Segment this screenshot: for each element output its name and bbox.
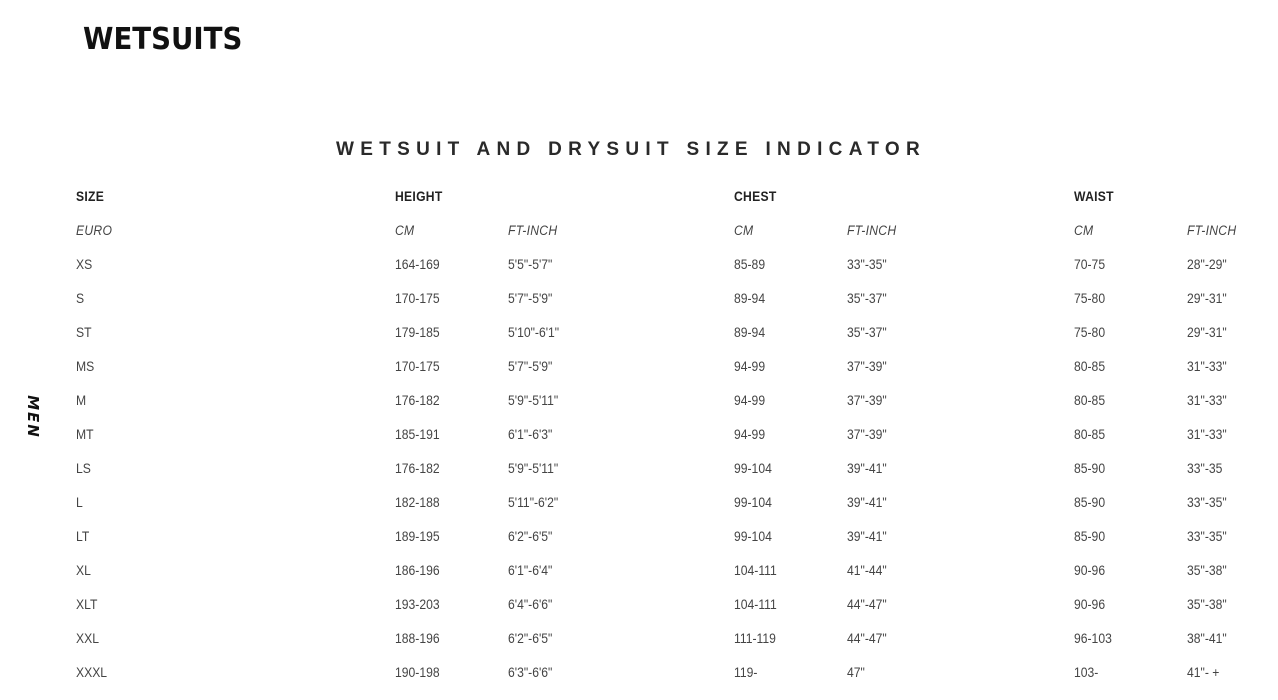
cell-size: M bbox=[76, 393, 87, 408]
cell-chest-cm: 99-104 bbox=[734, 529, 772, 544]
table-row bbox=[48, 486, 1265, 520]
table-row bbox=[48, 622, 1265, 656]
table-row bbox=[48, 282, 1265, 316]
cell-chest-cm: 89-94 bbox=[734, 291, 766, 306]
table-row bbox=[48, 588, 1265, 622]
table-row bbox=[48, 520, 1265, 554]
cell-chest-ft: 33"-35" bbox=[847, 257, 887, 272]
cell-height-ft: 5'9"-5'11" bbox=[508, 461, 559, 476]
cell-size: MS bbox=[76, 359, 95, 374]
cell-waist-ft: 31"-33" bbox=[1187, 427, 1227, 442]
cell-chest-ft: 35"-37" bbox=[847, 325, 887, 340]
cell-chest-cm: 111-119 bbox=[734, 631, 776, 646]
cell-waist-ft: 35"-38" bbox=[1187, 597, 1227, 612]
cell-height-cm: 176-182 bbox=[395, 393, 440, 408]
cell-size: XXL bbox=[76, 631, 99, 646]
cell-size: S bbox=[76, 291, 85, 306]
cell-waist-ft: 33"-35" bbox=[1187, 529, 1227, 544]
cell-height-ft: 6'2"-6'5" bbox=[508, 529, 553, 544]
cell-height-ft: 5'7"-5'9" bbox=[508, 359, 553, 374]
cell-chest-cm: 99-104 bbox=[734, 495, 772, 510]
cell-height-cm: 182-188 bbox=[395, 495, 440, 510]
size-chart-title: WETSUIT AND DRYSUIT SIZE INDICATOR bbox=[336, 139, 926, 160]
table-row bbox=[48, 350, 1265, 384]
subheader-height-ft: FT-INCH bbox=[508, 223, 558, 238]
cell-waist-cm: 85-90 bbox=[1074, 495, 1106, 510]
cell-waist-cm: 85-90 bbox=[1074, 529, 1106, 544]
table-row bbox=[48, 418, 1265, 452]
subheader-euro: EURO bbox=[76, 223, 113, 238]
cell-waist-ft: 38"-41" bbox=[1187, 631, 1227, 646]
subheader-height-cm: CM bbox=[395, 223, 415, 238]
cell-waist-ft: 41"- + bbox=[1187, 665, 1220, 680]
cell-height-ft: 6'4"-6'6" bbox=[508, 597, 553, 612]
cell-height-cm: 188-196 bbox=[395, 631, 440, 646]
cell-height-cm: 164-169 bbox=[395, 257, 440, 272]
cell-waist-cm: 90-96 bbox=[1074, 597, 1106, 612]
cell-chest-cm: 104-111 bbox=[734, 563, 777, 578]
cell-chest-ft: 35"-37" bbox=[847, 291, 887, 306]
subheader-chest-ft: FT-INCH bbox=[847, 223, 897, 238]
cell-height-cm: 176-182 bbox=[395, 461, 440, 476]
men-section-label bbox=[23, 392, 43, 442]
cell-size: XXXL bbox=[76, 665, 108, 680]
cell-waist-ft: 28"-29" bbox=[1187, 257, 1227, 272]
cell-waist-cm: 103- bbox=[1074, 665, 1099, 680]
cell-size: XLT bbox=[76, 597, 98, 612]
cell-waist-ft: 35"-38" bbox=[1187, 563, 1227, 578]
cell-chest-ft: 44"-47" bbox=[847, 597, 887, 612]
cell-waist-ft: 33"-35 bbox=[1187, 461, 1223, 476]
cell-waist-cm: 90-96 bbox=[1074, 563, 1106, 578]
cell-size: LT bbox=[76, 529, 90, 544]
cell-height-ft: 5'9"-5'11" bbox=[508, 393, 559, 408]
cell-height-ft: 5'11"-6'2" bbox=[508, 495, 559, 510]
cell-size: ST bbox=[76, 325, 92, 340]
cell-chest-ft: 47" bbox=[847, 665, 865, 680]
cell-height-ft: 6'3"-6'6" bbox=[508, 665, 553, 680]
header-height: HEIGHT bbox=[395, 189, 443, 204]
size-table bbox=[48, 180, 1265, 690]
cell-height-cm: 170-175 bbox=[395, 359, 440, 374]
cell-chest-ft: 39"-41" bbox=[847, 495, 887, 510]
subheader-chest-cm: CM bbox=[734, 223, 754, 238]
cell-waist-ft: 29"-31" bbox=[1187, 291, 1227, 306]
cell-waist-cm: 85-90 bbox=[1074, 461, 1106, 476]
table-row bbox=[48, 452, 1265, 486]
table-row bbox=[48, 384, 1265, 418]
men-label-text: MEN bbox=[24, 395, 43, 439]
cell-height-cm: 189-195 bbox=[395, 529, 440, 544]
cell-waist-cm: 80-85 bbox=[1074, 359, 1106, 374]
cell-size: L bbox=[76, 495, 83, 510]
cell-height-ft: 5'5"-5'7" bbox=[508, 257, 553, 272]
cell-chest-cm: 119- bbox=[734, 665, 758, 680]
table-row bbox=[48, 316, 1265, 350]
cell-height-cm: 170-175 bbox=[395, 291, 440, 306]
cell-height-cm: 193-203 bbox=[395, 597, 440, 612]
cell-chest-cm: 89-94 bbox=[734, 325, 766, 340]
cell-size: LS bbox=[76, 461, 91, 476]
table-row bbox=[48, 554, 1265, 588]
cell-waist-ft: 31"-33" bbox=[1187, 359, 1227, 374]
cell-waist-cm: 80-85 bbox=[1074, 393, 1106, 408]
cell-chest-ft: 39"-41" bbox=[847, 529, 887, 544]
table-header-row bbox=[48, 180, 1265, 214]
cell-size: XS bbox=[76, 257, 93, 272]
cell-height-cm: 185-191 bbox=[395, 427, 440, 442]
cell-waist-cm: 75-80 bbox=[1074, 291, 1106, 306]
cell-waist-ft: 33"-35" bbox=[1187, 495, 1227, 510]
cell-chest-cm: 94-99 bbox=[734, 427, 766, 442]
cell-height-cm: 186-196 bbox=[395, 563, 440, 578]
cell-waist-ft: 29"-31" bbox=[1187, 325, 1227, 340]
cell-size: MT bbox=[76, 427, 94, 442]
page-title: WETSUITS bbox=[83, 22, 243, 57]
subheader-waist-ft: FT-INCH bbox=[1187, 223, 1237, 238]
cell-height-ft: 5'10"-6'1" bbox=[508, 325, 560, 340]
cell-height-ft: 5'7"-5'9" bbox=[508, 291, 553, 306]
header-size: SIZE bbox=[76, 189, 105, 204]
cell-chest-cm: 104-111 bbox=[734, 597, 777, 612]
cell-waist-cm: 80-85 bbox=[1074, 427, 1106, 442]
cell-height-ft: 6'1"-6'3" bbox=[508, 427, 553, 442]
cell-size: XL bbox=[76, 563, 91, 578]
cell-chest-cm: 99-104 bbox=[734, 461, 772, 476]
cell-height-cm: 179-185 bbox=[395, 325, 440, 340]
cell-waist-cm: 96-103 bbox=[1074, 631, 1112, 646]
cell-chest-ft: 37"-39" bbox=[847, 359, 887, 374]
table-row bbox=[48, 656, 1265, 690]
cell-height-cm: 190-198 bbox=[395, 665, 440, 680]
header-waist: WAIST bbox=[1074, 189, 1114, 204]
cell-chest-ft: 37"-39" bbox=[847, 393, 887, 408]
cell-chest-ft: 37"-39" bbox=[847, 427, 887, 442]
table-subheader-row bbox=[48, 214, 1265, 248]
cell-waist-cm: 75-80 bbox=[1074, 325, 1106, 340]
cell-chest-ft: 44"-47" bbox=[847, 631, 887, 646]
cell-chest-cm: 94-99 bbox=[734, 359, 766, 374]
cell-height-ft: 6'2"-6'5" bbox=[508, 631, 553, 646]
header-chest: CHEST bbox=[734, 189, 777, 204]
cell-chest-ft: 41"-44" bbox=[847, 563, 887, 578]
cell-chest-ft: 39"-41" bbox=[847, 461, 887, 476]
cell-chest-cm: 85-89 bbox=[734, 257, 766, 272]
cell-waist-cm: 70-75 bbox=[1074, 257, 1106, 272]
cell-waist-ft: 31"-33" bbox=[1187, 393, 1227, 408]
subheader-waist-cm: CM bbox=[1074, 223, 1094, 238]
table-row bbox=[48, 248, 1265, 282]
cell-chest-cm: 94-99 bbox=[734, 393, 766, 408]
cell-height-ft: 6'1"-6'4" bbox=[508, 563, 553, 578]
